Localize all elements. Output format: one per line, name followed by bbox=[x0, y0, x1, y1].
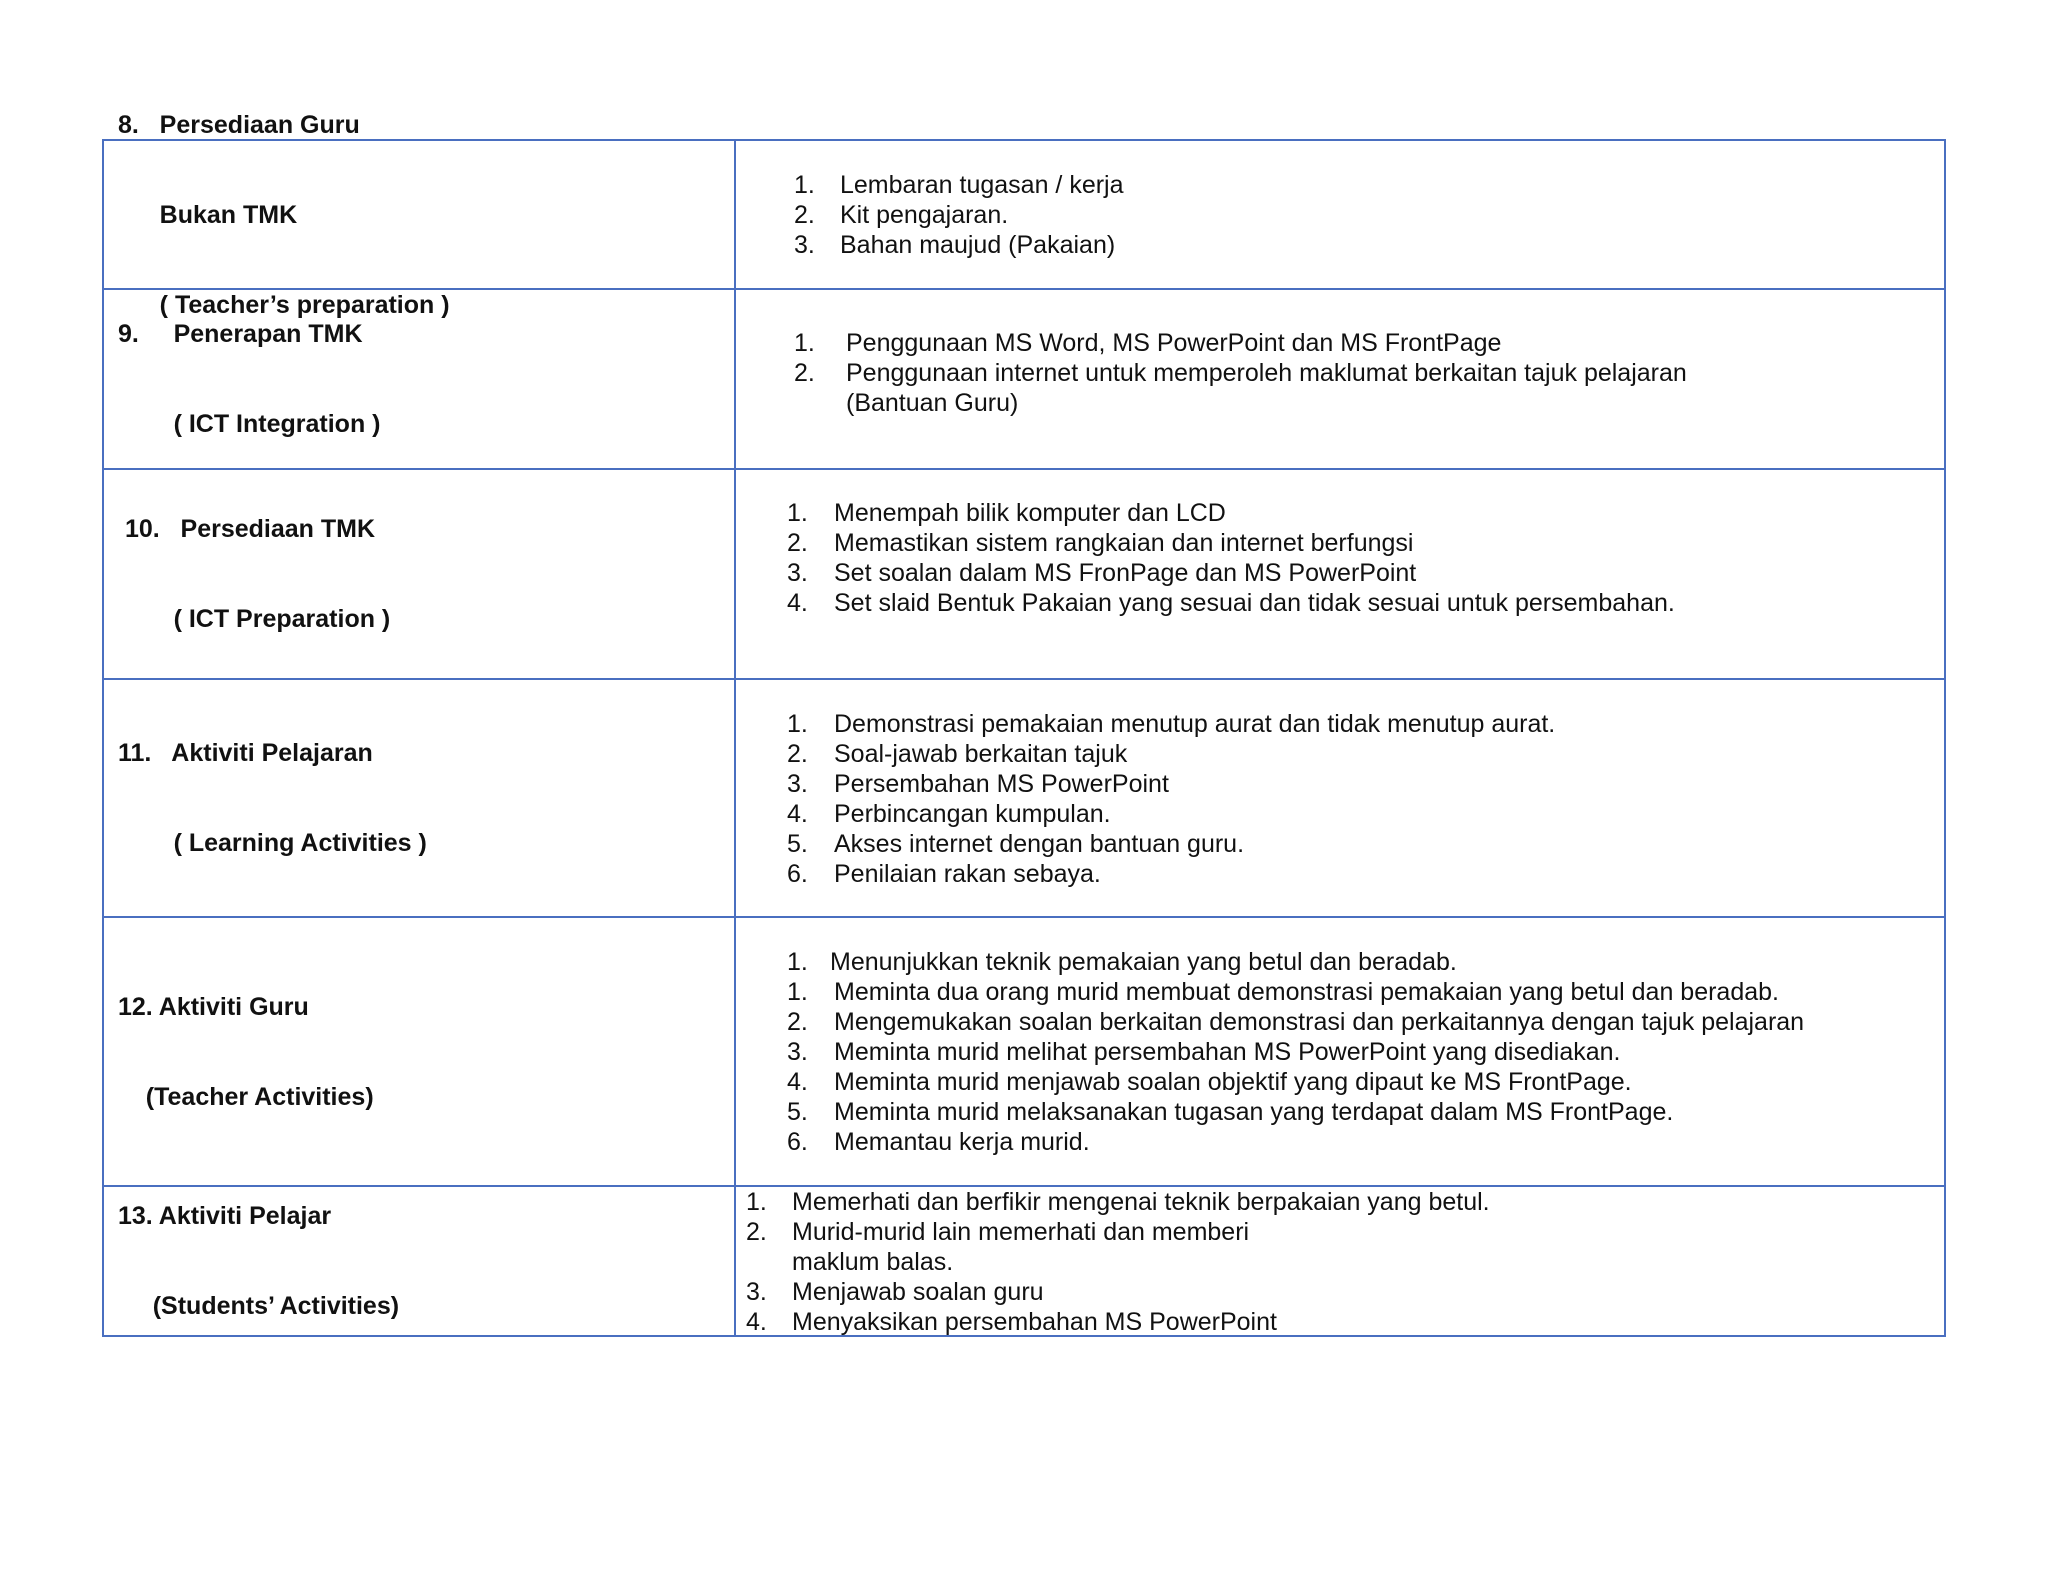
item-text: Set slaid Bentuk Pakaian yang sesuai dan tidak sesuai untuk persembahan. bbox=[834, 589, 1675, 617]
row-content-cell bbox=[736, 290, 1944, 468]
item-number: 5. bbox=[787, 1098, 808, 1126]
label-line: ( ICT Preparation ) bbox=[118, 605, 391, 633]
item-number: 3. bbox=[794, 230, 815, 259]
item-number: 2. bbox=[787, 1008, 808, 1036]
label-line: 11. Aktiviti Pelajaran bbox=[118, 739, 373, 767]
list-item bbox=[787, 1067, 1804, 1097]
item-text: Meminta murid melihat persembahan MS PowerPoint yang disediakan. bbox=[834, 1038, 1621, 1066]
row-label-cell bbox=[104, 290, 736, 468]
item-text bbox=[792, 1217, 1249, 1277]
item-number: 1. bbox=[794, 170, 815, 199]
item-text: Menempah bilik komputer dan LCD bbox=[834, 499, 1226, 527]
table-row bbox=[104, 290, 1944, 470]
label-line: Bukan TMK bbox=[118, 200, 298, 229]
item-text: Persembahan MS PowerPoint bbox=[834, 770, 1169, 798]
row-content-cell bbox=[736, 141, 1944, 288]
item-number: 2. bbox=[746, 1218, 767, 1246]
label-line: 13. Aktiviti Pelajar bbox=[118, 1202, 332, 1230]
item-number: 4. bbox=[787, 589, 808, 617]
item-text: Demonstrasi pemakaian menutup aurat dan tidak menutup aurat. bbox=[834, 710, 1556, 738]
list-item bbox=[794, 230, 1124, 260]
list-item bbox=[746, 1307, 1490, 1337]
list-item bbox=[794, 170, 1124, 200]
list-item bbox=[787, 1097, 1804, 1127]
row-content-cell bbox=[736, 1187, 1944, 1335]
label-line: 12. Aktiviti Guru bbox=[118, 992, 309, 1021]
list-item bbox=[787, 1007, 1804, 1037]
list-item bbox=[794, 328, 1687, 358]
label-line: ( Teacher’s preparation ) bbox=[118, 290, 450, 319]
item-number: 1. bbox=[787, 978, 808, 1006]
row-label bbox=[118, 454, 390, 694]
item-text: Memerhati dan berfikir mengenai teknik berpakaian yang betul. bbox=[792, 1188, 1490, 1216]
numbered-list bbox=[787, 709, 1555, 889]
label-line: (Students’ Activities) bbox=[118, 1292, 400, 1320]
lesson-plan-table bbox=[102, 110, 1946, 1337]
row-content-cell bbox=[736, 680, 1944, 916]
row-label-cell bbox=[104, 1187, 736, 1335]
numbered-list bbox=[794, 170, 1124, 260]
item-text-line: Penggunaan internet untuk memperoleh maklumat berkaitan tajuk pelajaran bbox=[846, 359, 1687, 387]
item-number: 2. bbox=[787, 529, 808, 557]
item-text: Lembaran tugasan / kerja bbox=[840, 170, 1124, 199]
row-label-cell bbox=[104, 680, 736, 916]
label-line: ( ICT Integration ) bbox=[118, 410, 381, 438]
item-text: Meminta murid melaksanakan tugasan yang terdapat dalam MS FrontPage. bbox=[834, 1098, 1674, 1126]
list-item bbox=[787, 859, 1555, 889]
item-text: Penggunaan MS Word, MS PowerPoint dan MS FrontPage bbox=[846, 329, 1502, 357]
item-text: Meminta dua orang murid membuat demonstrasi pemakaian yang betul dan beradab. bbox=[834, 978, 1779, 1006]
item-text: Penilaian rakan sebaya. bbox=[834, 860, 1101, 888]
item-text: Menunjukkan teknik pemakaian yang betul dan beradab. bbox=[830, 948, 1457, 976]
row-label bbox=[118, 932, 374, 1172]
table-row bbox=[104, 680, 1944, 918]
list-item bbox=[787, 799, 1555, 829]
numbered-list bbox=[794, 328, 1687, 418]
list-item bbox=[787, 1037, 1804, 1067]
row-content-cell bbox=[736, 470, 1944, 678]
item-text: Memantau kerja murid. bbox=[834, 1128, 1090, 1156]
label-line: 10. Persediaan TMK bbox=[118, 515, 376, 543]
table-row bbox=[104, 470, 1944, 680]
row-label bbox=[118, 678, 427, 918]
list-item bbox=[787, 1127, 1804, 1157]
item-number: 2. bbox=[787, 740, 808, 768]
item-text-continuation: (Bantuan Guru) bbox=[846, 389, 1019, 417]
list-item bbox=[787, 739, 1555, 769]
label-line: 8. Persediaan Guru bbox=[118, 110, 360, 139]
item-text-continuation: maklum balas. bbox=[792, 1248, 954, 1276]
item-text: Perbincangan kumpulan. bbox=[834, 800, 1111, 828]
item-number: 2. bbox=[794, 359, 815, 387]
table-row bbox=[104, 1187, 1944, 1335]
item-text: Menyaksikan persembahan MS PowerPoint bbox=[792, 1308, 1277, 1336]
item-text: Bahan maujud (Pakaian) bbox=[840, 230, 1116, 259]
item-text: Memastikan sistem rangkaian dan internet berfungsi bbox=[834, 529, 1414, 557]
list-item bbox=[787, 558, 1675, 588]
item-number: 6. bbox=[787, 1128, 808, 1156]
item-number: 3. bbox=[746, 1278, 767, 1306]
item-number: 4. bbox=[746, 1308, 767, 1336]
item-number: 5. bbox=[787, 830, 808, 858]
row-content-cell bbox=[736, 918, 1944, 1185]
item-text bbox=[846, 358, 1687, 418]
item-number: 1. bbox=[787, 948, 808, 976]
item-text: Mengemukakan soalan berkaitan demonstrasi dan perkaitannya dengan tajuk pelajaran bbox=[834, 1008, 1805, 1036]
item-number: 3. bbox=[787, 1038, 808, 1066]
item-text: Set soalan dalam MS FronPage dan MS PowerPoint bbox=[834, 559, 1417, 587]
item-text: Kit pengajaran. bbox=[840, 200, 1009, 229]
list-item bbox=[746, 1187, 1490, 1217]
list-item bbox=[787, 498, 1675, 528]
list-item bbox=[787, 977, 1804, 1007]
item-text: Menjawab soalan guru bbox=[792, 1278, 1044, 1306]
numbered-list bbox=[746, 1187, 1490, 1337]
item-number: 4. bbox=[787, 1068, 808, 1096]
list-item bbox=[794, 358, 1687, 418]
label-line: 9. Penerapan TMK bbox=[118, 320, 363, 348]
item-number: 4. bbox=[787, 800, 808, 828]
item-number: 1. bbox=[794, 329, 815, 357]
item-text: Meminta murid menjawab soalan objektif yang dipaut ke MS FrontPage. bbox=[834, 1068, 1632, 1096]
list-item bbox=[787, 709, 1555, 739]
item-number: 1. bbox=[746, 1188, 767, 1216]
item-number: 1. bbox=[787, 710, 808, 738]
numbered-list bbox=[787, 947, 1804, 1157]
list-item bbox=[746, 1277, 1490, 1307]
list-item bbox=[746, 1217, 1490, 1277]
list-item bbox=[787, 769, 1555, 799]
item-number: 3. bbox=[787, 770, 808, 798]
item-number: 1. bbox=[787, 499, 808, 527]
list-item bbox=[787, 829, 1555, 859]
row-label bbox=[118, 1141, 399, 1381]
item-text: Akses internet dengan bantuan guru. bbox=[834, 830, 1245, 858]
item-number: 2. bbox=[794, 200, 815, 229]
numbered-list bbox=[787, 498, 1675, 618]
label-line: (Teacher Activities) bbox=[118, 1082, 374, 1111]
list-item bbox=[794, 200, 1124, 230]
item-text: Soal-jawab berkaitan tajuk bbox=[834, 740, 1128, 768]
item-number: 6. bbox=[787, 860, 808, 888]
item-number: 3. bbox=[787, 559, 808, 587]
list-item bbox=[787, 947, 1804, 977]
item-text-line: Murid-murid lain memerhati dan memberi bbox=[792, 1218, 1250, 1246]
row-label-cell bbox=[104, 470, 736, 678]
label-line: ( Learning Activities ) bbox=[118, 829, 427, 857]
list-item bbox=[787, 588, 1675, 618]
list-item bbox=[787, 528, 1675, 558]
